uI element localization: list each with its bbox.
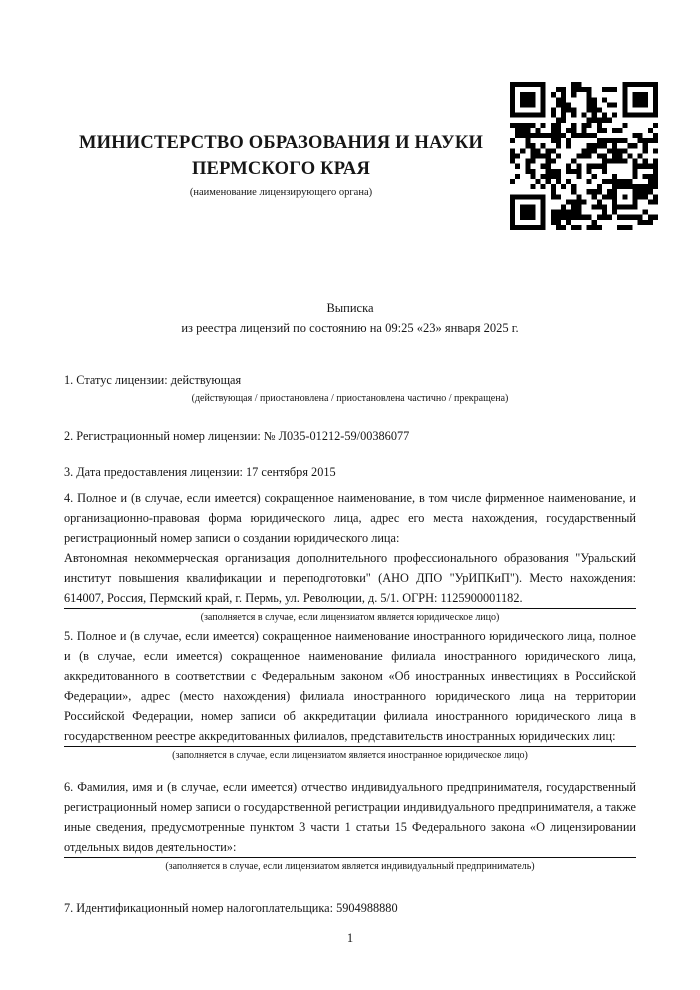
item-foreign-entity (64, 626, 636, 762)
item-taxpayer-number (64, 898, 636, 918)
document-title-line2: из реестра лицензий по состоянию на 09:25 «23» января 2025 г. (181, 321, 519, 335)
document-title-line1: Выписка (326, 301, 374, 315)
licensing-authority-block (64, 130, 498, 199)
document-title (64, 298, 636, 338)
license-date-value: 3. Дата предоставления лицензии: 17 сентября 2015 (64, 465, 336, 479)
taxpayer-number-value: 7. Идентификационный номер налогоплательщика: 5904988880 (64, 901, 398, 915)
item-individual-entrepreneur (64, 777, 636, 873)
page-number: 1 (346, 931, 354, 945)
licensing-authority-caption: (наименование лицензирующего органа) (189, 187, 373, 198)
legal-entity-text: 4. Полное и (в случае, если имеется) сокращенное наименование, в том числе фирменное наименование, и организационно-правовая форма юридического лица, адрес его места нахождения, государственный регистрационный номер записи о создании юридического лица: (64, 491, 636, 545)
item-license-status (64, 370, 636, 405)
foreign-entity-text: 5. Полное и (в случае, если имеется) сокращенное наименование иностранного юридического лица, полное и (в случае, если имеется) сокращенное наименование филиала иностранного юридического лица, аккредитованного в соответствии с Федеральным законом «Об иностранных инвестициях в Российской Федерации», адрес (место нахождения) филиала иностранного юридического лица на территории Российской Федерации, номер записи об аккредитации филиала иностранного юридического лица в государственном реестре аккредитованных филиалов, представительств иностранных юридических лиц: (64, 629, 636, 743)
foreign-entity-underline (64, 746, 636, 747)
item-license-date (64, 462, 636, 482)
individual-entrepreneur-underline (64, 857, 636, 858)
legal-entity-value: Автономная некоммерческая организация дополнительного профессионального образования "Уральский институт повышения квалификации и переподготовки" (АНО ДПО "УрИПКиП"). Место нахождения: 614007, Россия, Пермский край, г. Пермь, ул. Революции, д. 5/1. ОГРН: 1125900001182. (64, 551, 636, 605)
ministry-name-line1: МИНИСТЕРСТВО ОБРАЗОВАНИЯ И НАУКИ (78, 133, 484, 153)
foreign-entity-caption: (заполняется в случае, если лицензиатом является иностранное юридическое лицо) (172, 750, 528, 761)
legal-entity-caption: (заполняется в случае, если лицензиатом является юридическое лицо) (200, 612, 500, 623)
item-registration-number (64, 426, 636, 446)
ministry-name-line2: ПЕРМСКОГО КРАЯ (191, 159, 371, 179)
legal-entity-underline (64, 608, 636, 609)
license-status-caption: (действующая / приостановлена / приостановлена частично / прекращена) (191, 393, 509, 404)
document-header (64, 0, 636, 240)
license-status-value: 1. Статус лицензии: действующая (64, 373, 242, 387)
item-legal-entity (64, 488, 636, 624)
individual-entrepreneur-caption: (заполняется в случае, если лицензиатом является индивидуальный предприниматель) (165, 861, 535, 872)
individual-entrepreneur-text: 6. Фамилия, имя и (в случае, если имеется) отчество индивидуального предпринимателя, государственный регистрационный номер записи о государственной регистрации индивидуального предпринимателя, а также иные сведения, предусмотренные пунктом 3 части 1 статьи 15 Федерального закона «О лицензировании отдельных видов деятельности»: (64, 780, 636, 854)
registration-number-value: 2. Регистрационный номер лицензии: № Л035-01212-59/00386077 (64, 429, 410, 443)
